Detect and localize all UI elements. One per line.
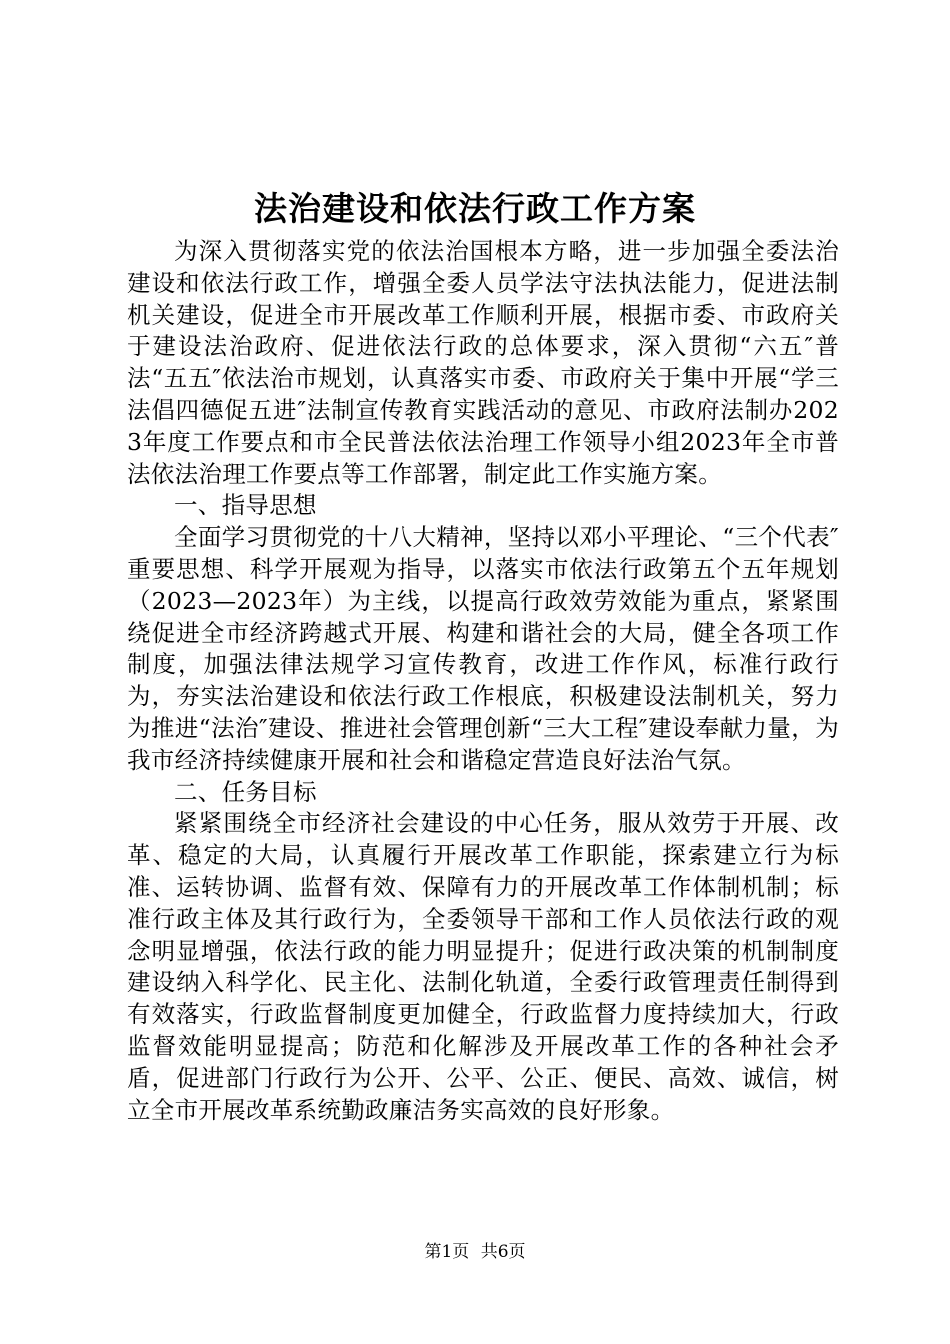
guiding-ideology-paragraph: 全面学习贯彻党的十八大精神，坚持以邓小平理论、“三个代表″重要思想、科学开展观为指导，以落实市依法行政第五个五年规划（2023—2023年）为主线，以提高行政效劳效能为重点，紧紧围绕促进全市经济跨越式开展、构建和谐社会的大局，健全各项工作制度，加强法律法规学习宣传教育，改进工作作风，标准行政行为，夯实法治建设和依法行政工作根底，积极建设法制机关，努力为推进“法治″建设、推进社会管理创新“三大工程″建设奉献力量，为我市经济持续健康开展和社会和谐稳定营造良好法治气氛。 [127, 523, 839, 774]
document-body [127, 236, 839, 1126]
page-total: 共6页 [480, 1242, 526, 1262]
section-heading-task-goals: 二、任务目标 [174, 777, 317, 806]
intro-paragraph: 为深入贯彻落实党的依法治国根本方略，进一步加强全委法治建设和依法行政工作，增强全委人员学法守法执法能力，促进法制机关建设，促进全市开展改革工作顺利开展，根据市委、市政府关于建设法治政府、促进依法行政的总体要求，深入贯彻“六五″普法“五五″依法治市规划，认真落实市委、市政府关于集中开展“学三法倡四德促五进″法制宣传教育实践活动的意见、市政府法制办2023年度工作要点和市全民普法依法治理工作领导小组2023年全市普法依法治理工作要点等工作部署，制定此工作实施方案。 [127, 237, 839, 488]
document-title: 法治建设和依法行政工作方案 [254, 189, 696, 228]
page-number: 第1页 [424, 1242, 470, 1262]
task-goals-paragraph: 紧紧围绕全市经济社会建设的中心任务，服从效劳于开展、改革、稳定的大局，认真履行开展改革工作职能，探索建立行为标准、运转协调、监督有效、保障有力的开展改革工作体制机制；标准行政主体及其行政行为，全委领导干部和工作人员依法行政的观念明显增强，依法行政的能力明显提升；促进行政决策的机制制度建设纳入科学化、民主化、法制化轨道，全委行政管理责任制得到有效落实，行政监督制度更加健全，行政监督力度持续加大，行政监督效能明显提高；防范和化解涉及开展改革工作的各种社会矛盾，促进部门行政行为公开、公平、公正、便民、高效、诚信，树立全市开展改革系统勤政廉洁务实高效的良好形象。 [127, 809, 839, 1124]
section-heading-guiding-ideology: 一、指导思想 [174, 491, 317, 520]
page-footer [0, 1240, 950, 1264]
